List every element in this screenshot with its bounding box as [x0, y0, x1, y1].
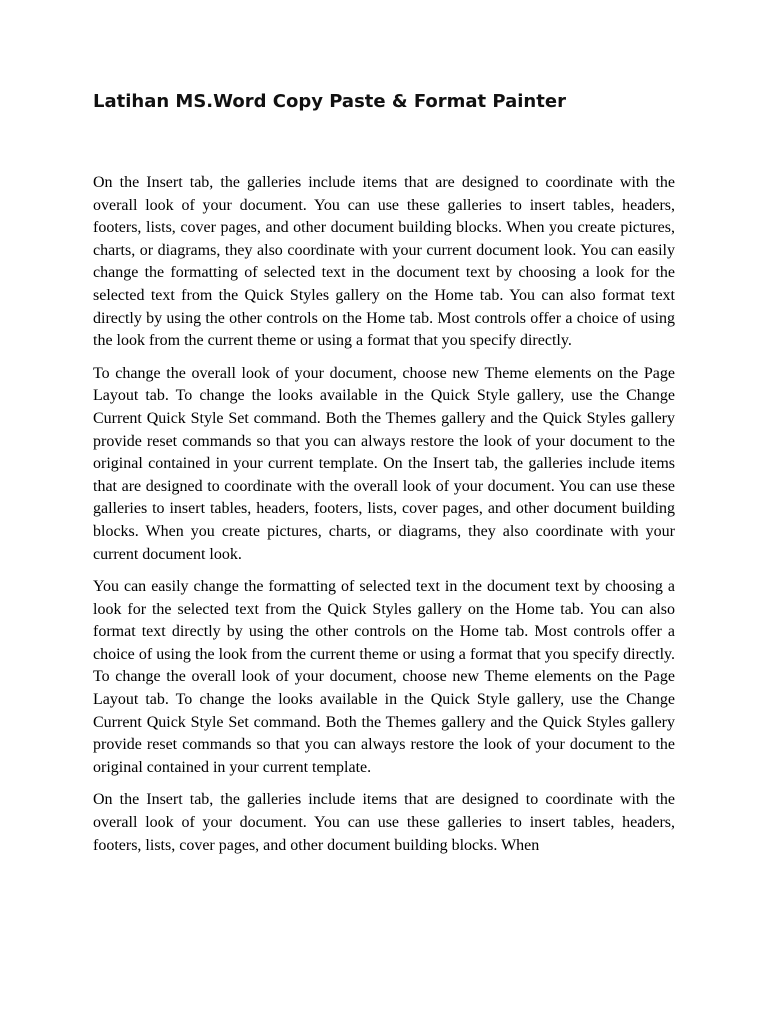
- paragraph-2: To change the overall look of your document, choose new Theme elements on the Page Layout tab. To change the looks available in the Quick Style gallery, use the Change Current Quick Style Set command. Both the Themes gallery and the Quick Styles gallery provide reset commands so that you can always restore the look of your document to the original contained in your current template. On the Insert tab, the galleries include items that are designed to coordinate with the overall look of your document. You can use these galleries to insert tables, headers, footers, lists, cover pages, and other document building blocks. When you create pictures, charts, or diagrams, they also coordinate with your current document look.: [93, 364, 675, 563]
- document-body: [93, 172, 675, 867]
- document-title: Latihan MS.Word Copy Paste & Format Painter: [93, 91, 566, 112]
- paragraph-4: On the Insert tab, the galleries include items that are designed to coordinate with the overall look of your document. You can use these galleries to insert tables, headers, footers, lists, cover pages, and other document building blocks. When: [93, 791, 675, 854]
- paragraph-1: On the Insert tab, the galleries include items that are designed to coordinate with the overall look of your document. You can use these galleries to insert tables, headers, footers, lists, cover pages, and other document building blocks. When you create pictures, charts, or diagrams, they also coordinate with your current document look. You can easily change the formatting of selected text in the document text by choosing a look for the selected text from the Quick Styles gallery on the Home tab. You can also format text directly by using the other controls on the Home tab. Most controls offer a choice of using the look from the current theme or using a format that you specify directly.: [93, 174, 675, 350]
- paragraph-3: You can easily change the formatting of selected text in the document text by choosing a look for the selected text from the Quick Styles gallery on the Home tab. You can also format text directly by using the other controls on the Home tab. Most controls offer a choice of using the look from the current theme or using a format that you specify directly. To change the overall look of your document, choose new Theme elements on the Page Layout tab. To change the looks available in the Quick Style gallery, use the Change Current Quick Style Set command. Both the Themes gallery and the Quick Styles gallery provide reset commands so that you can always restore the look of your document to the original contained in your current template.: [93, 578, 675, 776]
